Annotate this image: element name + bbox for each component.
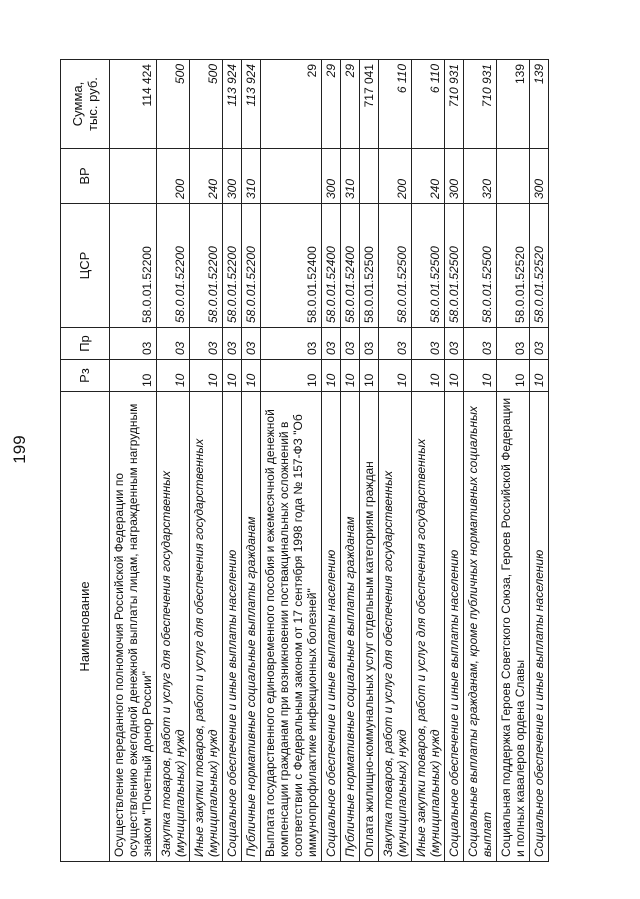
table-row (341, 60, 360, 862)
header-vr: ВР (61, 149, 110, 204)
row-vr: 300 (530, 149, 549, 204)
row-csr: 58.0.01.52520 (497, 204, 530, 328)
table-row (261, 60, 322, 862)
header-csr: ЦСР (61, 204, 110, 328)
row-pr: 03 (190, 328, 223, 360)
table-row (110, 60, 157, 862)
row-name: Оплата жилищно-коммунальных услуг отдельным категориям граждан (360, 392, 379, 862)
row-csr: 58.0.01.52500 (464, 204, 497, 328)
row-sum: 139 (497, 60, 530, 149)
row-pr: 03 (445, 328, 464, 360)
row-rz: 10 (497, 360, 530, 392)
row-vr (110, 149, 157, 204)
row-sum: 500 (157, 60, 190, 149)
table-row (242, 60, 261, 862)
row-sum: 710 931 (464, 60, 497, 149)
header-pr: Пр (61, 328, 110, 360)
row-name: Социальная поддержка Героев Советского Союза, Героев Российской Федерации и полных кавалеров ордена Славы (497, 392, 530, 862)
row-csr: 58.0.01.52200 (242, 204, 261, 328)
row-csr: 58.0.01.52200 (110, 204, 157, 328)
row-vr: 320 (464, 149, 497, 204)
row-name: Социальное обеспечение и иные выплаты населению (322, 392, 341, 862)
row-name: Публичные нормативные социальные выплаты гражданам (341, 392, 360, 862)
row-vr: 200 (157, 149, 190, 204)
row-name: Осуществление переданного полномочия Российской Федерации по осуществлению ежегодной денежной выплаты лицам, награжденным нагрудным знаком "Почетный донор России" (110, 392, 157, 862)
row-sum: 29 (322, 60, 341, 149)
table-row (464, 60, 497, 862)
header-rz: Рз (61, 360, 110, 392)
row-pr: 03 (464, 328, 497, 360)
table-row (412, 60, 445, 862)
table-row (322, 60, 341, 862)
row-sum: 717 041 (360, 60, 379, 149)
budget-table (60, 59, 549, 862)
row-pr: 03 (223, 328, 242, 360)
page-number: 199 (10, 435, 29, 464)
row-pr: 03 (360, 328, 379, 360)
row-pr: 03 (242, 328, 261, 360)
row-rz: 10 (242, 360, 261, 392)
row-csr: 58.0.01.52500 (412, 204, 445, 328)
row-vr (497, 149, 530, 204)
table-row (190, 60, 223, 862)
row-sum: 6 110 (379, 60, 412, 149)
table-row (223, 60, 242, 862)
table-row (360, 60, 379, 862)
row-csr: 58.0.01.52500 (445, 204, 464, 328)
row-csr: 58.0.01.52400 (341, 204, 360, 328)
row-csr: 58.0.01.52200 (223, 204, 242, 328)
header-sum (61, 60, 110, 149)
table-row (497, 60, 530, 862)
header-name: Наименование (61, 392, 110, 862)
row-vr: 310 (341, 149, 360, 204)
header-sum-line2: тыс. руб. (85, 77, 100, 131)
row-sum: 114 424 (110, 60, 157, 149)
row-rz: 10 (223, 360, 242, 392)
row-pr: 03 (261, 328, 322, 360)
row-pr: 03 (322, 328, 341, 360)
row-rz: 10 (530, 360, 549, 392)
table-row (379, 60, 412, 862)
table-row (445, 60, 464, 862)
row-vr (360, 149, 379, 204)
row-rz: 10 (261, 360, 322, 392)
row-pr: 03 (530, 328, 549, 360)
row-rz: 10 (360, 360, 379, 392)
table-row (530, 60, 549, 862)
row-rz: 10 (190, 360, 223, 392)
row-name: Социальное обеспечение и иные выплаты населению (223, 392, 242, 862)
row-sum: 29 (261, 60, 322, 149)
row-rz: 10 (341, 360, 360, 392)
row-vr: 240 (190, 149, 223, 204)
row-pr: 03 (412, 328, 445, 360)
row-sum: 139 (530, 60, 549, 149)
row-csr: 58.0.01.52400 (261, 204, 322, 328)
row-pr: 03 (497, 328, 530, 360)
row-sum: 113 924 (242, 60, 261, 149)
row-pr: 03 (110, 328, 157, 360)
row-sum: 500 (190, 60, 223, 149)
row-rz: 10 (322, 360, 341, 392)
row-csr: 58.0.01.52520 (530, 204, 549, 328)
row-name: Выплата государственного единовременного пособия и ежемесячной денежной компенсации гражданам при возникновении поствакцинальных осложнений в соответствии с Федеральным законом от 17 сентября 1998 года № 157-ФЗ "Об иммунопрофилактике инфекционных болезней" (261, 392, 322, 862)
row-rz: 10 (379, 360, 412, 392)
row-vr: 300 (322, 149, 341, 204)
row-csr: 58.0.01.52200 (190, 204, 223, 328)
header-sum-line1: Сумма, (70, 81, 85, 127)
row-csr: 58.0.01.52400 (322, 204, 341, 328)
row-vr (261, 149, 322, 204)
row-vr: 300 (445, 149, 464, 204)
row-rz: 10 (157, 360, 190, 392)
row-name: Социальное обеспечение и иные выплаты населению (530, 392, 549, 862)
row-sum: 6 110 (412, 60, 445, 149)
row-rz: 10 (412, 360, 445, 392)
table-row (157, 60, 190, 862)
row-pr: 03 (341, 328, 360, 360)
row-pr: 03 (157, 328, 190, 360)
row-rz: 10 (464, 360, 497, 392)
row-vr: 300 (223, 149, 242, 204)
row-csr: 58.0.01.52500 (379, 204, 412, 328)
row-vr: 240 (412, 149, 445, 204)
row-name: Социальные выплаты гражданам, кроме публичных нормативных социальных выплат (464, 392, 497, 862)
row-vr: 200 (379, 149, 412, 204)
row-name: Иные закупки товаров, работ и услуг для обеспечения государственных (муниципальных) нужд (412, 392, 445, 862)
row-csr: 58.0.01.52200 (157, 204, 190, 328)
row-rz: 10 (110, 360, 157, 392)
table-header-row (61, 60, 110, 862)
row-pr: 03 (379, 328, 412, 360)
row-name: Социальное обеспечение и иные выплаты населению (445, 392, 464, 862)
row-rz: 10 (445, 360, 464, 392)
row-sum: 710 931 (445, 60, 464, 149)
row-name: Публичные нормативные социальные выплаты гражданам (242, 392, 261, 862)
row-name: Закупка товаров, работ и услуг для обеспечения государственных (муниципальных) нужд (157, 392, 190, 862)
row-vr: 310 (242, 149, 261, 204)
row-sum: 29 (341, 60, 360, 149)
row-csr: 58.0.01.52500 (360, 204, 379, 328)
row-name: Иные закупки товаров, работ и услуг для обеспечения государственных (муниципальных) нужд (190, 392, 223, 862)
row-sum: 113 924 (223, 60, 242, 149)
row-name: Закупка товаров, работ и услуг для обеспечения государственных (муниципальных) нужд (379, 392, 412, 862)
